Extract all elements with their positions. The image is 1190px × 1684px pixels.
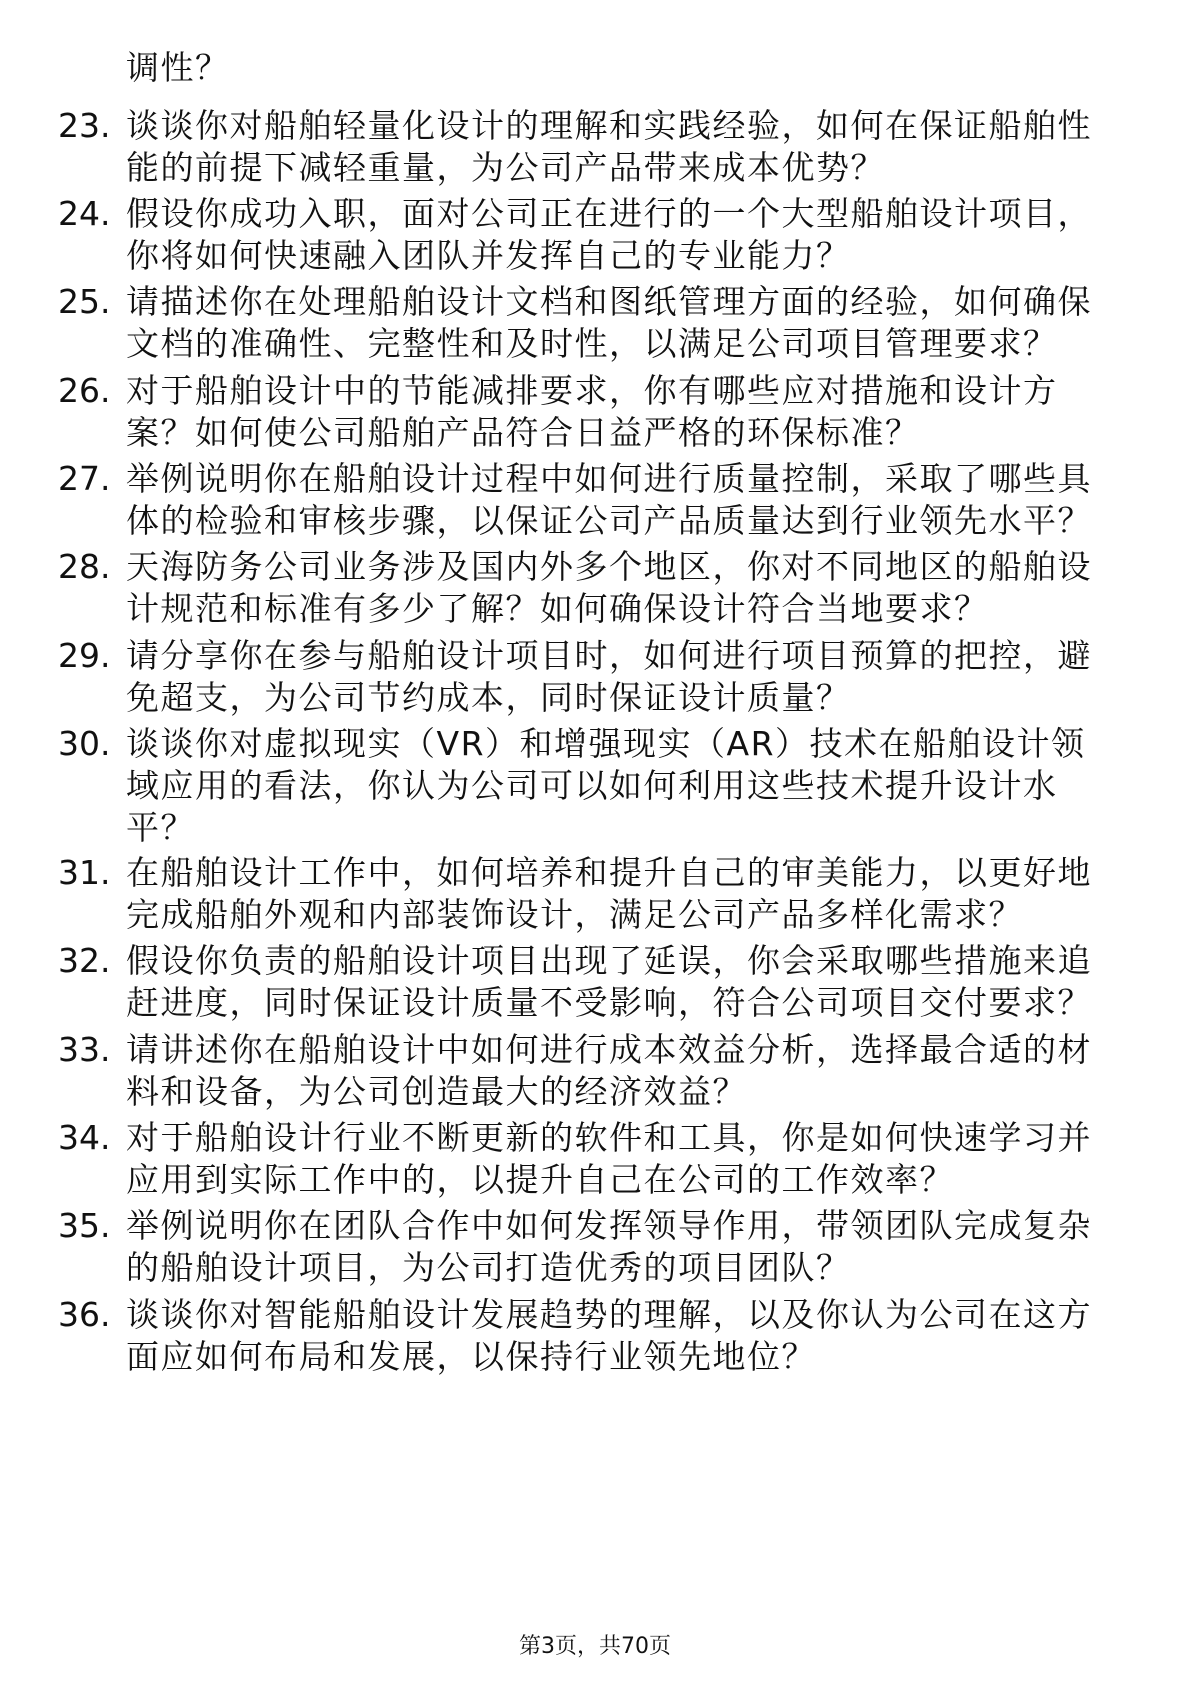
question-number: 36. — [58, 1295, 111, 1334]
question-text-line: 谈谈你对智能船舶设计发展趋势的理解，以及你认为公司在这方 — [126, 1295, 1092, 1334]
question-text-line: 域应用的看法，你认为公司可以如何利用这些技术提升设计水 — [126, 766, 1058, 805]
question-number: 34. — [58, 1118, 111, 1157]
question-text-line: 谈谈你对虚拟现实（VR）和增强现实（AR）技术在船舶设计领 — [126, 724, 1086, 763]
question-text-line: 文档的准确性、完整性和及时性，以满足公司项目管理要求？ — [126, 324, 1058, 363]
question-number: 26. — [58, 371, 111, 410]
question-number: 24. — [58, 194, 111, 233]
continuation-line: 调性？ — [126, 48, 230, 87]
question-text-line: 天海防务公司业务涉及国内外多个地区，你对不同地区的船舶设 — [126, 547, 1092, 586]
question-text-line: 假设你负责的船舶设计项目出现了延误，你会采取哪些措施来追 — [126, 941, 1092, 980]
question-text-line: 平？ — [126, 808, 195, 847]
question-text-line: 的船舶设计项目，为公司打造优秀的项目团队？ — [126, 1248, 851, 1287]
question-number: 27. — [58, 459, 111, 498]
question-number: 30. — [58, 724, 111, 763]
question-text-line: 体的检验和审核步骤，以保证公司产品质量达到行业领先水平？ — [126, 501, 1092, 540]
question-text-line: 请描述你在处理船舶设计文档和图纸管理方面的经验，如何确保 — [126, 282, 1092, 321]
question-text-line: 请讲述你在船舶设计中如何进行成本效益分析，选择最合适的材 — [126, 1030, 1092, 1069]
question-number: 25. — [58, 282, 111, 321]
question-text-line: 对于船舶设计行业不断更新的软件和工具，你是如何快速学习并 — [126, 1118, 1092, 1157]
question-number: 33. — [58, 1030, 111, 1069]
question-text-line: 在船舶设计工作中，如何培养和提升自己的审美能力，以更好地 — [126, 853, 1092, 892]
question-text-line: 请分享你在参与船舶设计项目时，如何进行项目预算的把控，避 — [126, 636, 1092, 675]
question-text-line: 谈谈你对船舶轻量化设计的理解和实践经验，如何在保证船舶性 — [126, 106, 1092, 145]
question-text-line: 面应如何布局和发展，以保持行业领先地位？ — [126, 1337, 816, 1376]
question-text-line: 案？如何使公司船舶产品符合日益严格的环保标准？ — [126, 413, 920, 452]
question-text-line: 能的前提下减轻重量，为公司产品带来成本优势？ — [126, 148, 885, 187]
question-text-line: 应用到实际工作中的，以提升自己在公司的工作效率？ — [126, 1160, 954, 1199]
question-text-line: 免超支，为公司节约成本，同时保证设计质量？ — [126, 678, 851, 717]
question-number: 35. — [58, 1206, 111, 1245]
question-text-line: 举例说明你在船舶设计过程中如何进行质量控制，采取了哪些具 — [126, 459, 1092, 498]
question-number: 29. — [58, 636, 111, 675]
question-text-line: 赶进度，同时保证设计质量不受影响，符合公司项目交付要求？ — [126, 983, 1092, 1022]
question-number: 32. — [58, 941, 111, 980]
question-number: 31. — [58, 853, 111, 892]
question-text-line: 料和设备，为公司创造最大的经济效益？ — [126, 1072, 747, 1111]
question-number: 28. — [58, 547, 111, 586]
page-footer: 第3页，共70页 — [519, 1634, 671, 1659]
question-text-line: 你将如何快速融入团队并发挥自己的专业能力？ — [126, 236, 851, 275]
question-text-line: 完成船舶外观和内部装饰设计，满足公司产品多样化需求？ — [126, 895, 1023, 934]
question-text-line: 计规范和标准有多少了解？如何确保设计符合当地要求？ — [126, 589, 989, 628]
question-text-line: 举例说明你在团队合作中如何发挥领导作用，带领团队完成复杂 — [126, 1206, 1092, 1245]
question-text-line: 对于船舶设计中的节能减排要求，你有哪些应对措施和设计方 — [126, 371, 1058, 410]
question-text-line: 假设你成功入职，面对公司正在进行的一个大型船舶设计项目， — [126, 194, 1092, 233]
question-number: 23. — [58, 106, 111, 145]
